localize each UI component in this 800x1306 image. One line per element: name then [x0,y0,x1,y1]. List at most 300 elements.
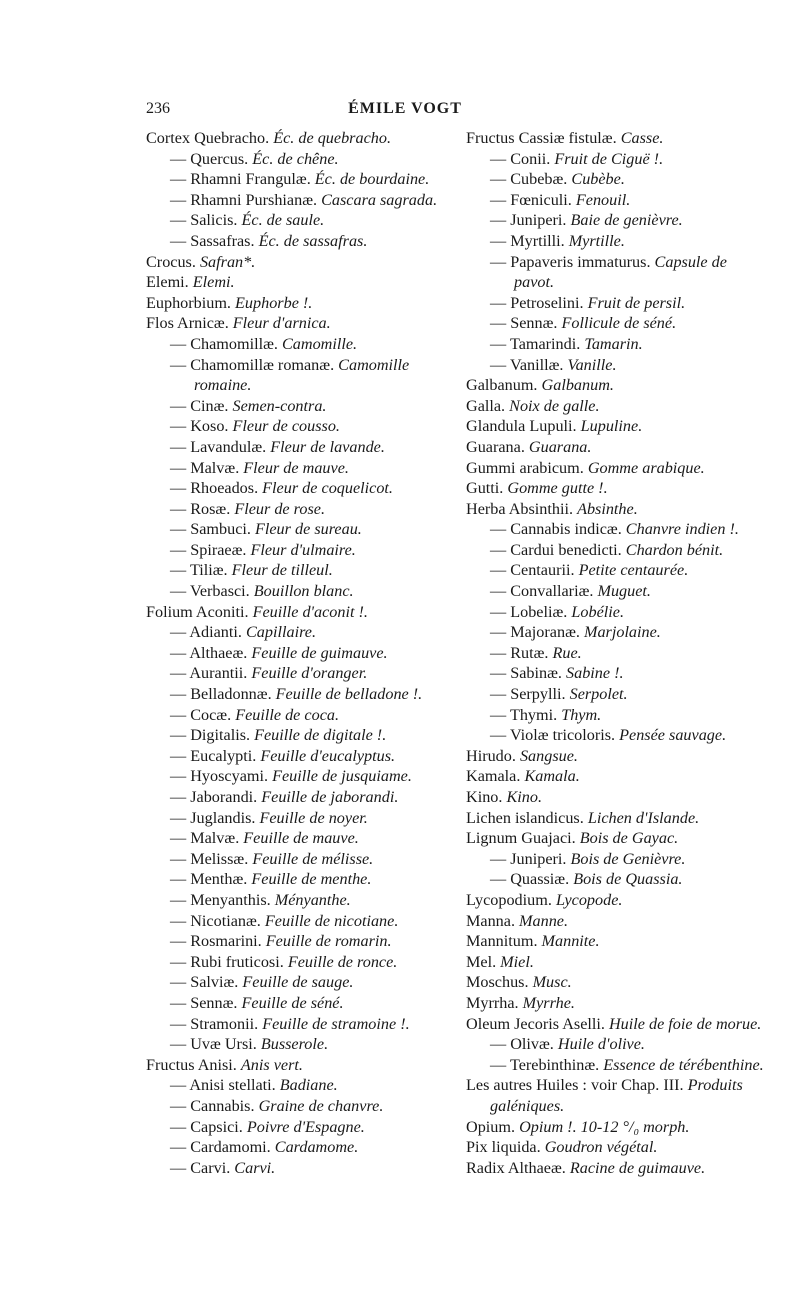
french-name: Poivre d'Espagne. [246,1117,365,1136]
latin-name: Moschus. [466,973,529,992]
latin-name: Euphorbium. [146,293,231,312]
latin-name: — Spiraeæ. [170,540,247,559]
latin-name: — Althaeæ. [170,643,248,662]
french-name: Cubèbe. [571,170,625,189]
french-name: Feuille de jaborandi. [261,788,399,806]
french-name: Feuille de menthe. [251,870,372,889]
drug-entry [146,746,446,767]
latin-name: — Eucalypti. [170,746,257,765]
latin-name: — Digitalis. [170,726,251,745]
drug-entry [146,1158,446,1179]
drug-entry [466,128,766,149]
latin-name: — Cannabis. [170,1096,255,1115]
drug-entry [466,499,766,520]
french-name: Feuille de romarin. [265,932,392,951]
french-name: Gomme gutte !. [507,479,608,498]
drug-entry [466,849,766,870]
french-name: Fruit de persil. [587,293,686,312]
french-name: Fleur d'arnica. [232,314,331,333]
french-name: Chanvre indien !. [625,520,739,539]
drug-entry [146,1117,446,1138]
french-name: Fleur de mauve. [243,458,349,477]
latin-name: Gummi arabicum. [466,458,584,477]
drug-entry [146,1075,446,1096]
latin-name: — Rosæ. [170,499,231,518]
latin-name: Kamala. [466,767,521,786]
french-name: Huile de foie de morue. [608,1014,762,1033]
french-name: Myrtille. [568,231,625,250]
drug-entry [146,540,446,561]
drug-entry [466,1014,766,1035]
drug-entry [146,931,446,952]
drug-entry [466,1075,766,1116]
french-name: Miel. [500,952,534,971]
french-name: Petite centaurée. [578,561,689,580]
latin-name: Lycopodium. [466,890,552,909]
latin-name: Radix Althaeæ. [466,1158,566,1177]
french-name: Myrrhe. [522,993,575,1012]
latin-name: Lichen islandicus. [466,808,584,827]
latin-name: Fructus Cassiæ fistulæ. [466,129,617,147]
drug-entry [146,972,446,993]
drug-entry [146,1034,446,1055]
french-name: Feuille de stramoine !. [262,1014,410,1033]
latin-name: Hirudo. [466,746,516,765]
latin-name: — Chamomillæ. [170,334,278,353]
latin-name: — Juniperi. [490,849,567,868]
latin-name: — Olivæ. [490,1035,554,1054]
french-name: Guarana. [528,437,592,456]
latin-name: — Thymi. [490,705,558,724]
latin-name: Guarana. [466,437,525,456]
french-name: Feuille de digitale !. [254,726,387,745]
drug-entry [146,1014,446,1035]
latin-name: — Conii. [490,149,551,168]
french-name: Tamarin. [584,334,643,353]
latin-name: — Jaborandi. [170,788,258,806]
french-name: Feuille d'eucalyptus. [260,746,396,765]
french-name: Feuille de ronce. [287,952,398,971]
french-name: Feuille de mélisse. [252,849,374,868]
drug-entry [466,787,766,808]
drug-entry [466,705,766,726]
right-column [466,128,766,1178]
latin-name: — Tamarindi. [490,334,581,353]
french-name: Fleur de sureau. [254,520,362,539]
drug-entry [466,190,766,211]
latin-name: — Cubebæ. [490,170,568,189]
french-name: Anis vert. [240,1055,303,1074]
drug-entry [146,911,446,932]
latin-name: Pix liquida. [466,1138,541,1157]
french-name: Éc. de bourdaine. [314,170,430,189]
latin-name: Oleum Jecoris Aselli. [466,1014,605,1033]
latin-name: Mel. [466,952,497,971]
french-name: Thym. [561,705,602,724]
latin-name: — Malvæ. [170,829,240,848]
drug-entry [466,725,766,746]
latin-name: Crocus. [146,252,196,271]
french-name: Capillaire. [246,623,316,642]
french-name: Bois de Gayac. [579,829,679,848]
french-name: Lupuline. [580,417,643,436]
latin-name: — Quercus. [170,149,249,168]
latin-name: — Rhamni Purshianæ. [170,190,318,209]
latin-name: — Centaurii. [490,561,575,580]
latin-name: Elemi. [146,273,189,292]
drug-entry [466,560,766,581]
french-name: Badiane. [279,1076,338,1095]
french-name: Opium !. 10-12 °/₀ morph. [519,1117,690,1136]
latin-name: — Convallariæ. [490,582,594,601]
french-name: Feuille de séné. [241,993,344,1012]
drug-entry [466,540,766,561]
latin-name: Gutti. [466,479,504,498]
running-head: ÉMILE VOGT [348,100,462,117]
latin-name: — Terebinthinæ. [490,1055,600,1074]
french-name: Casse. [620,129,664,147]
french-name: Bois de Genièvre. [570,849,686,868]
drug-entry [146,149,446,170]
drug-entry [146,808,446,829]
page-number: 236 [146,100,170,117]
french-name: Kino. [506,788,542,806]
latin-name: — Cocæ. [170,705,232,724]
latin-name: — Salviæ. [170,973,239,992]
drug-entry [466,931,766,952]
drug-entry [466,890,766,911]
drug-entry [146,169,446,190]
drug-entry [146,437,446,458]
drug-entry [146,684,446,705]
french-name: Lobélie. [571,602,624,621]
latin-name: — Majoranæ. [490,623,580,642]
drug-entry [466,972,766,993]
french-name: Feuille de guimauve. [251,643,388,662]
french-name: Cardamome. [274,1138,359,1157]
french-name: Musc. [532,973,572,992]
drug-entry [466,622,766,643]
latin-name: — Cannabis indicæ. [490,520,622,539]
drug-entry [466,519,766,540]
drug-entry [466,663,766,684]
drug-entry [466,1055,766,1076]
drug-entry [146,1055,446,1076]
left-column [146,128,446,1178]
drug-entry [146,560,446,581]
drug-entry [466,1034,766,1055]
french-name: Fleur de coquelicot. [262,479,393,498]
french-name: Éc. de chêne. [252,149,339,168]
latin-name: — Chamomillæ romanæ. [170,355,335,374]
drug-entry [466,169,766,190]
french-name: Absinthe. [577,499,638,518]
french-name: Capsule de pavot. [514,252,727,292]
page-header [146,100,664,122]
drug-entry [466,334,766,355]
latin-name: — Rutæ. [490,643,549,662]
french-name: Pensée sauvage. [619,726,727,745]
drug-entry [146,787,446,808]
french-name: Racine de guimauve. [569,1158,706,1177]
latin-name: Opium. [466,1117,516,1136]
french-name: Feuille de jusquiame. [272,767,412,786]
latin-name: — Hyoscyami. [170,767,269,786]
latin-name: — Rosmarini. [170,932,262,951]
latin-name: Fructus Anisi. [146,1055,237,1074]
drug-entry [466,437,766,458]
french-name: Goudron végétal. [544,1138,658,1157]
french-name: Follicule de séné. [561,314,677,333]
french-name: Noix de galle. [509,396,600,415]
french-name: Lichen d'Islande. [587,808,700,827]
latin-name: — Salicis. [170,211,238,230]
french-name: Manne. [519,911,569,930]
drug-entry [466,911,766,932]
drug-entry [146,643,446,664]
french-name: Elemi. [192,273,235,292]
latin-name: — Sassafras. [170,231,255,250]
french-name: Fruit de Ciguë !. [554,149,664,168]
latin-name: — Uvæ Ursi. [170,1035,257,1054]
french-name: Fleur de tilleul. [231,561,333,580]
latin-name: Flos Arnicæ. [146,314,229,333]
latin-name: — Sennæ. [170,993,238,1012]
latin-name: — Adianti. [170,623,242,642]
drug-entry [466,581,766,602]
latin-name: Myrrha. [466,993,519,1012]
french-name: Fleur de lavande. [270,437,385,456]
latin-name: Mannitum. [466,932,538,951]
latin-name: — Lavandulæ. [170,437,267,456]
drug-entry [146,828,446,849]
drug-entry [146,725,446,746]
latin-name: Galbanum. [466,376,538,395]
french-name: Huile d'olive. [557,1035,645,1054]
french-name: Baie de genièvre. [570,211,683,230]
latin-name: — Rhoeados. [170,479,259,498]
drug-entry [146,849,446,870]
drug-entry [466,952,766,973]
latin-name: — Lobeliæ. [490,602,568,621]
latin-name: Les autres Huiles : voir Chap. III. [466,1076,684,1095]
drug-entry [466,1117,766,1138]
french-name: Éc. de quebracho. [273,129,391,147]
drug-entry [146,210,446,231]
french-name: Camomille. [281,334,358,353]
drug-entry [146,705,446,726]
latin-name: Cortex Quebracho. [146,129,270,147]
french-name: Ményanthe. [274,890,351,909]
latin-name: — Tiliæ. [170,561,228,580]
drug-entry [466,458,766,479]
drug-entry [466,869,766,890]
drug-entry [466,293,766,314]
drug-entry [466,1137,766,1158]
french-name: Feuille de coca. [235,705,340,724]
french-name: Essence de térébenthine. [603,1055,764,1074]
drug-entry [146,128,446,149]
french-name: Sangsue. [519,746,578,765]
drug-entry [146,458,446,479]
french-name: Mannite. [541,932,600,951]
latin-name: — Belladonnæ. [170,685,272,704]
latin-name: — Menthæ. [170,870,248,889]
drug-entry [146,293,446,314]
drug-entry [466,231,766,252]
drug-entry [466,416,766,437]
latin-name: — Papaveris immaturus. [490,252,651,271]
french-name: Carvi. [234,1158,276,1177]
drug-entry [466,478,766,499]
french-name: Bouillon blanc. [253,582,354,601]
french-name: Serpolet. [569,685,628,704]
french-name: Fleur de rose. [234,499,325,518]
latin-name: — Capsici. [170,1117,243,1136]
french-name: Safran*. [199,252,256,271]
latin-name: — Sennæ. [490,314,558,333]
latin-name: — Melissæ. [170,849,249,868]
french-name: Muguet. [597,582,651,601]
drug-entry [146,190,446,211]
french-name: Feuille de belladone !. [275,685,423,704]
latin-name: — Rhamni Frangulæ. [170,170,311,189]
french-name: Euphorbe !. [235,293,313,312]
french-name: Vanille. [567,355,617,374]
drug-entry [466,643,766,664]
latin-name: Folium Aconiti. [146,602,249,621]
drug-entry [466,828,766,849]
french-name: Feuille de nicotiane. [264,911,399,930]
drug-entry [146,622,446,643]
french-name: Galbanum. [541,376,614,395]
drug-entry [146,499,446,520]
french-name: Cascara sagrada. [321,190,438,209]
french-name: Éc. de saule. [241,211,325,230]
drug-entry [146,519,446,540]
drug-entry [146,231,446,252]
french-name: Rue. [552,643,582,662]
latin-name: — Anisi stellati. [170,1076,276,1095]
french-name: Camomille romaine. [194,355,410,395]
drug-entry [146,1137,446,1158]
latin-name: — Juglandis. [170,808,256,827]
drug-entry [466,355,766,376]
latin-name: — Sambuci. [170,520,251,539]
drug-entry [146,252,446,273]
latin-name: — Sabinæ. [490,664,562,683]
drug-entry [146,355,446,396]
drug-entry [146,272,446,293]
latin-name: — Aurantii. [170,664,248,683]
drug-entry [146,334,446,355]
drug-entry [146,478,446,499]
latin-name: — Verbasci. [170,582,250,601]
french-name: Fenouil. [575,190,631,209]
latin-name: — Petroselini. [490,293,584,312]
drug-entry [466,313,766,334]
drug-entry [146,1096,446,1117]
french-name: Marjolaine. [583,623,661,642]
french-name: Graine de chanvre. [258,1096,384,1115]
drug-entry [146,869,446,890]
drug-entry [146,396,446,417]
french-name: Gomme arabique. [587,458,705,477]
french-name: Kamala. [524,767,580,786]
drug-entry [146,602,446,623]
latin-name: Lignum Guajaci. [466,829,576,848]
drug-entry [466,396,766,417]
drug-entry [146,663,446,684]
latin-name: — Juniperi. [490,211,567,230]
drug-entry [146,416,446,437]
latin-name: Glandula Lupuli. [466,417,577,436]
latin-name: — Vanillæ. [490,355,564,374]
french-name: Bois de Quassia. [573,870,683,889]
latin-name: — Cardui benedicti. [490,540,622,559]
drug-entry [466,808,766,829]
french-name: Feuille de noyer. [259,808,368,827]
drug-entry [466,602,766,623]
drug-entry [466,149,766,170]
french-name: Éc. de sassafras. [258,231,368,250]
latin-name: — Cinæ. [170,396,229,415]
latin-name: Manna. [466,911,515,930]
latin-name: — Quassiæ. [490,870,570,889]
french-name: Feuille d'oranger. [251,664,368,683]
french-name: Produits galéniques. [490,1076,743,1115]
drug-entry [146,581,446,602]
drug-entry [466,1158,766,1179]
latin-name: — Stramonii. [170,1014,259,1033]
drug-entry [466,252,766,293]
french-name: Chardon bénit. [625,540,724,559]
drug-entry [146,952,446,973]
drug-entry [466,766,766,787]
latin-name: — Menyanthis. [170,890,271,909]
french-name: Fleur de cousso. [232,417,340,436]
latin-name: — Fœniculi. [490,190,572,209]
latin-name: — Koso. [170,417,229,436]
drug-entry [146,313,446,334]
french-name: Fleur d'ulmaire. [250,540,356,559]
french-name: Feuille d'aconit !. [252,602,368,621]
latin-name: Kino. [466,788,503,806]
latin-name: Herba Absinthii. [466,499,574,518]
drug-entry [466,993,766,1014]
drug-entry [466,684,766,705]
latin-name: — Rubi fruticosi. [170,952,284,971]
latin-name: — Cardamomi. [170,1138,271,1157]
drug-entry [146,890,446,911]
latin-name: — Serpylli. [490,685,566,704]
latin-name: — Carvi. [170,1158,231,1177]
french-name: Feuille de mauve. [243,829,359,848]
drug-entry [466,375,766,396]
latin-name: — Malvæ. [170,458,240,477]
drug-entry [466,746,766,767]
french-name: Sabine !. [566,664,624,683]
french-name: Busserole. [260,1035,329,1054]
french-name: Feuille de sauge. [242,973,354,992]
latin-name: — Myrtilli. [490,231,565,250]
latin-name: Galla. [466,396,506,415]
drug-entry [466,210,766,231]
french-name: Semen-contra. [232,396,327,415]
drug-entry [146,993,446,1014]
latin-name: — Violæ tricoloris. [490,726,616,745]
drug-entry [146,766,446,787]
